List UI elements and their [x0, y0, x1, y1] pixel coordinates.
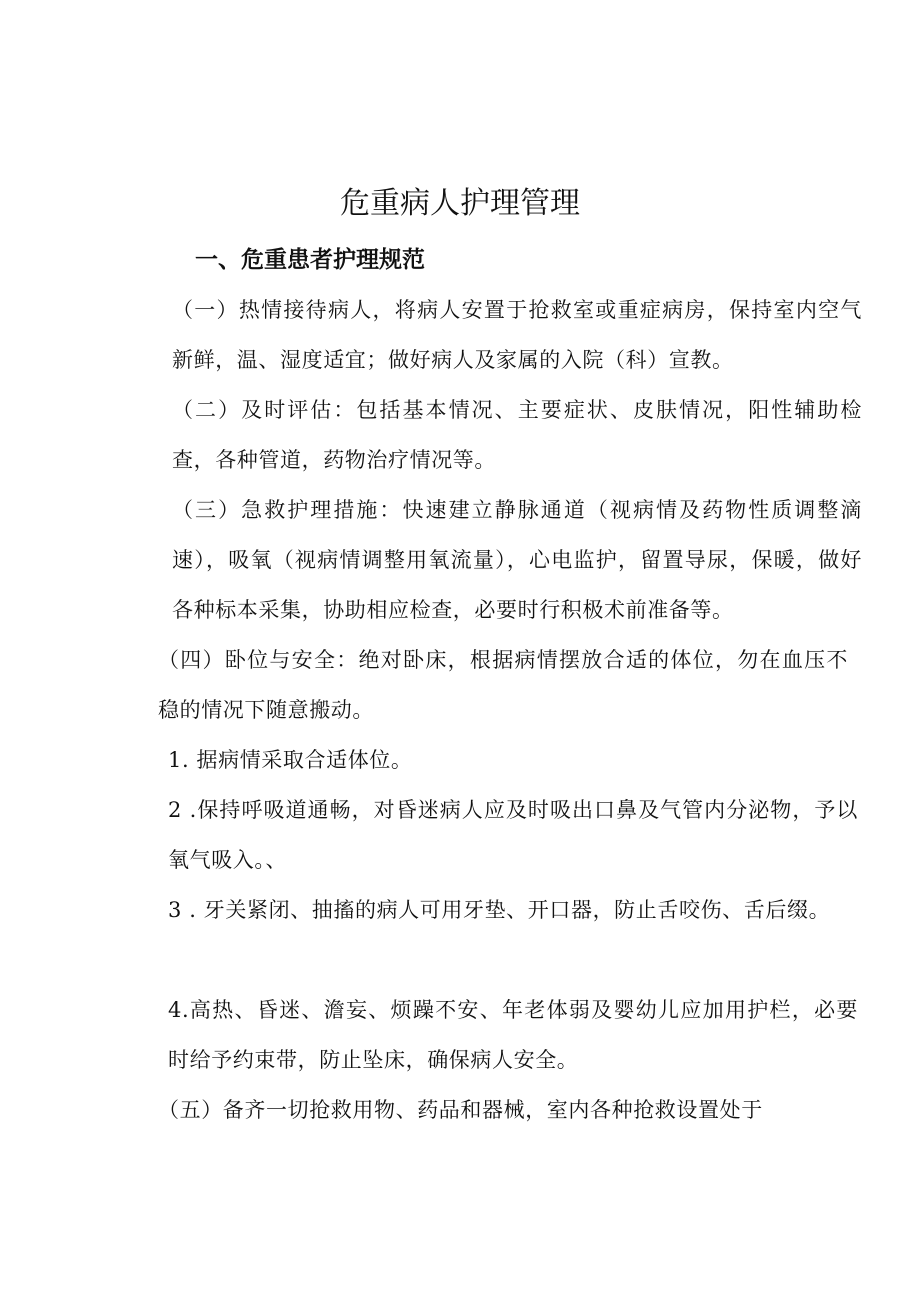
list-item-2: 2 .保持呼吸道通畅，对昏迷病人应及时吸出口鼻及气管内分泌物，予以氧气吸入。、: [168, 798, 858, 872]
paragraph-5: （五）备齐一切抢救用物、药品和器械，室内各种抢救设置处于: [158, 1098, 763, 1122]
document-title: 危重病人护理管理: [340, 186, 580, 221]
section-heading: 一、危重患者护理规范: [195, 247, 425, 273]
list-item-4: 4.高热、昏迷、澹妄、烦躁不安、年老体弱及婴幼儿应加用护栏，必要时给予约束带，防止坠床，确保病人安全。: [168, 998, 858, 1072]
list-item-1: 1. 据病情采取合适体位。: [168, 748, 413, 772]
paragraph-1: （一）热情接待病人，将病人安置于抢救室或重症病房，保持室内空气新鲜，温、湿度适宜；做好病人及家属的入院（科）宣教。: [172, 298, 862, 372]
paragraph-3: （三）急救护理措施：快速建立静脉通道（视病情及药物性质调整滴速），吸氧（视病情调整用氧流量），心电监护，留置导尿，保暖，做好各种标本采集，协助相应检查，必要时行积极术前准备等。: [172, 498, 862, 622]
list-item-3: 3 . 牙关紧闭、抽搐的病人可用牙垫、开口器，防止舌咬伤、舌后缀。: [168, 898, 831, 922]
paragraph-4: （四）卧位与安全：绝对卧床，根据病情摆放合适的体位，勿在血压不稳的情况下随意搬动。: [158, 648, 848, 722]
paragraph-2: （二）及时评估：包括基本情况、主要症状、皮肤情况，阳性辅助检查，各种管道，药物治疗情况等。: [172, 398, 862, 472]
